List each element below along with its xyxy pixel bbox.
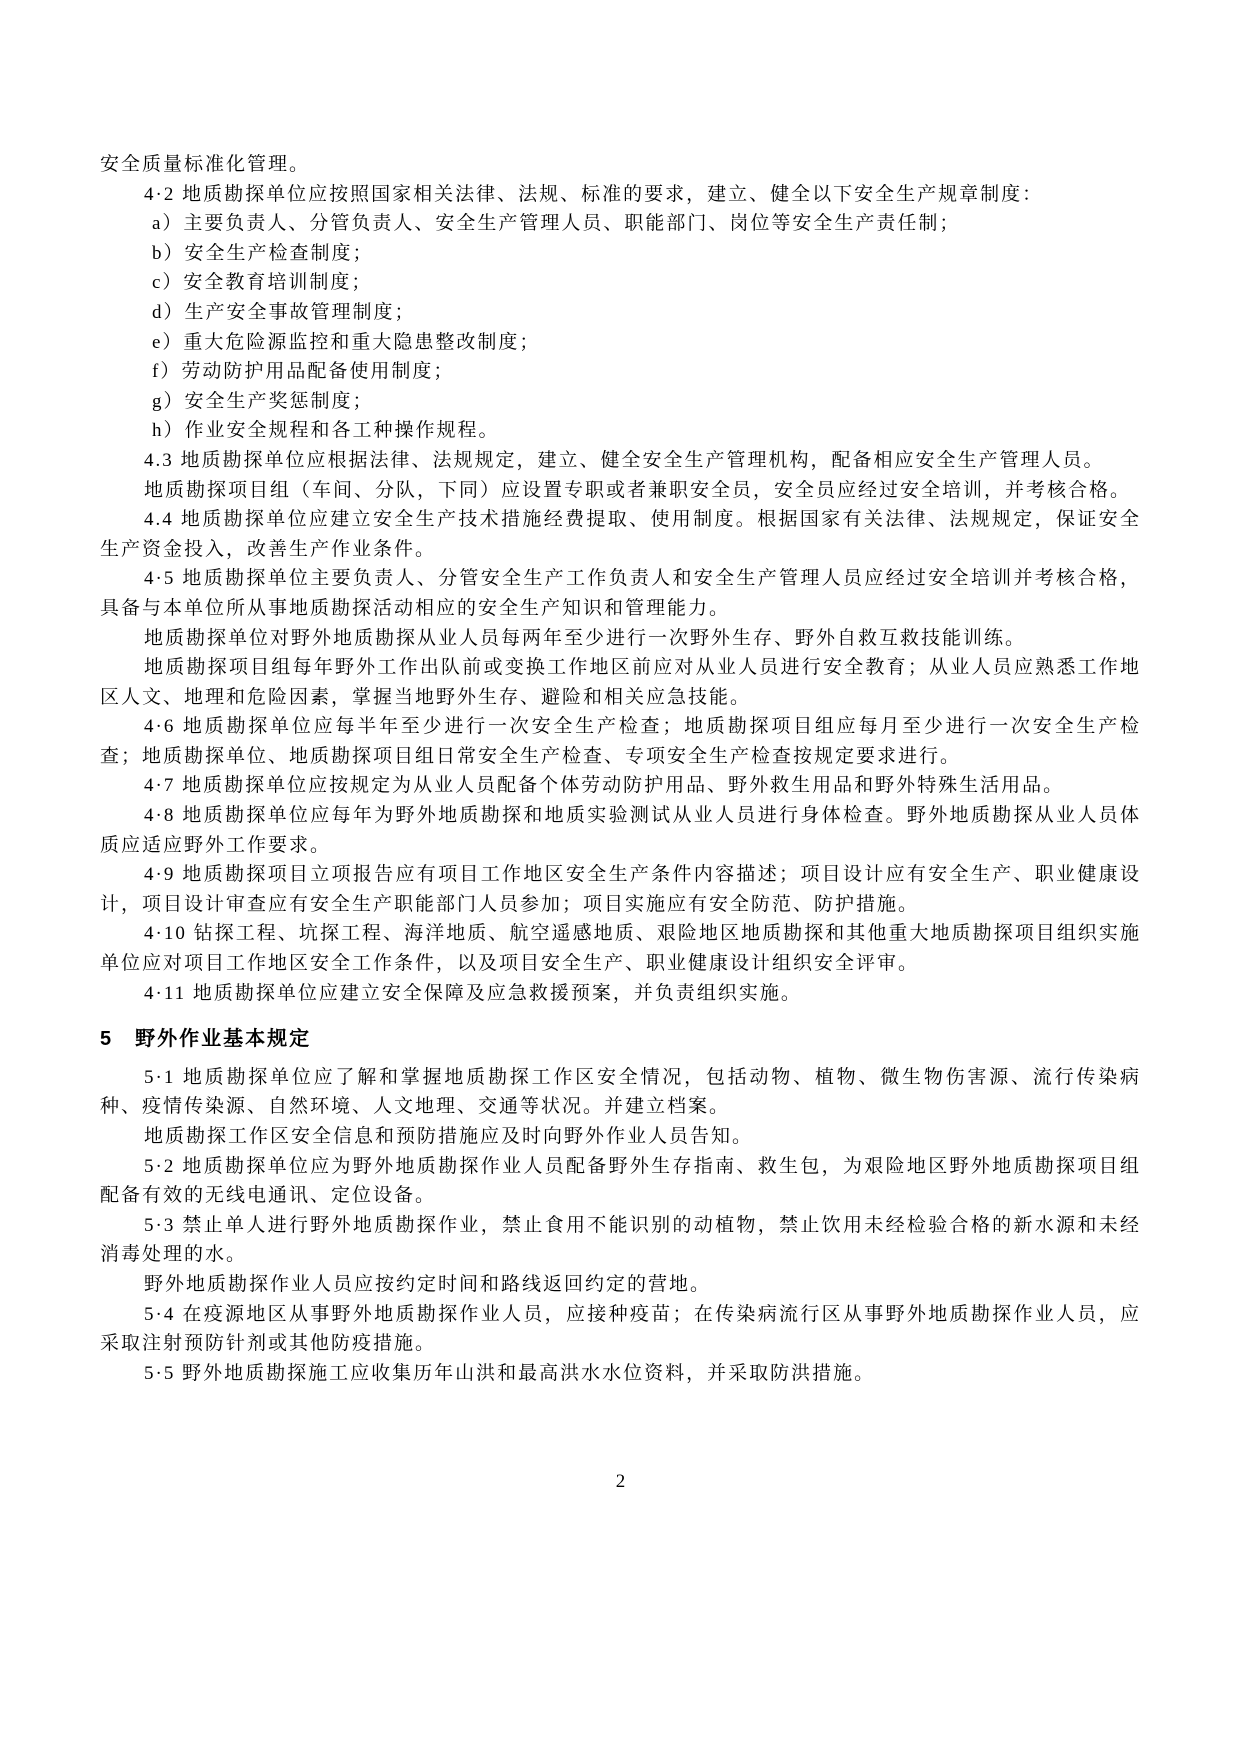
- clause-paragraph: 地质勘探工作区安全信息和预防措施应及时向野外作业人员告知。: [144, 1126, 754, 1147]
- clause-paragraph: 5·4 在疫源地区从事野外地质勘探作业人员，应接种疫苗；在传染病流行区从事野外地质勘探作业人员，应采取注射预防针剂或其他防疫措施。: [100, 1303, 1141, 1355]
- clause-paragraph: 4·6 地质勘探单位应每半年至少进行一次安全生产检查；地质勘探项目组应每月至少进行一次安全生产检查；地质勘探单位、地质勘探项目组日常安全生产检查、专项安全生产检查按规定要求进行。: [100, 716, 1141, 767]
- list-item: c）安全教育培训制度；: [152, 272, 373, 294]
- list-item: d）生产安全事故管理制度；: [152, 301, 416, 323]
- clause-paragraph: 4·2 地质勘探单位应按照国家相关法律、法规、标准的要求，建立、健全以下安全生产规章制度：: [144, 183, 1044, 205]
- clause-paragraph: 4·7 地质勘探单位应按规定为从业人员配备个体劳动防护用品、野外救生用品和野外特殊生活用品。: [144, 775, 1065, 797]
- page-number: 2: [615, 1471, 626, 1492]
- clause-paragraph: 5·2 地质勘探单位应为野外地质勘探作业人员配备野外生存指南、救生包，为艰险地区野外地质勘探项目组配备有效的无线电通讯、定位设备。: [100, 1155, 1141, 1207]
- clause-paragraph: 5·3 禁止单人进行野外地质勘探作业，禁止食用不能识别的动植物，禁止饮用未经检验合格的新水源和未经消毒处理的水。: [100, 1214, 1141, 1266]
- clause-paragraph: 地质勘探项目组（车间、分队，下同）应设置专职或者兼职安全员，安全员应经过安全培训，并考核合格。: [144, 479, 1132, 501]
- clause-paragraph: 4·5 地质勘探单位主要负责人、分管安全生产工作负责人和安全生产管理人员应经过安全培训并考核合格，具备与本单位所从事地质勘探活动相应的安全生产知识和管理能力。: [100, 568, 1141, 619]
- clause-paragraph: 5·1 地质勘探单位应了解和掌握地质勘探工作区安全情况，包括动物、植物、微生物伤害源、流行传染病种、疫情传染源、自然环境、人文地理、交通等状况。并建立档案。: [100, 1066, 1141, 1118]
- section-4-body: [100, 150, 1141, 1008]
- list-item: f）劳动防护用品配备使用制度；: [152, 361, 455, 383]
- section-5-body: [100, 1063, 1141, 1389]
- clause-paragraph: 地质勘探项目组每年野外工作出队前或变换工作地区前应对从业人员进行安全教育；从业人员应熟悉工作地区人文、地理和危险因素，掌握当地野外生存、避险和相关应急技能。: [100, 657, 1141, 708]
- clause-paragraph: 4·10 钻探工程、坑探工程、海洋地质、航空遥感地质、艰险地区地质勘探和其他重大地质勘探项目组织实施单位应对项目工作地区安全工作条件，以及项目安全生产、职业健康设计组织安全评审。: [100, 923, 1141, 975]
- clause-paragraph: 4·8 地质勘探单位应每年为野外地质勘探和地质实验测试从业人员进行身体检查。野外地质勘探从业人员体质应适应野外工作要求。: [100, 805, 1141, 856]
- list-item: g）安全生产奖惩制度；: [152, 390, 374, 412]
- clause-paragraph: 野外地质勘探作业人员应按约定时间和路线返回约定的营地。: [144, 1273, 712, 1295]
- section-heading: 5 野外作业基本规定: [100, 1028, 312, 1051]
- clause-paragraph: 4.3 地质勘探单位应根据法律、法规规定，建立、健全安全生产管理机构，配备相应安全生产管理人员。: [144, 449, 1105, 471]
- paragraph-continuation: 安全质量标准化管理。: [100, 154, 311, 175]
- clause-paragraph: 地质勘探单位对野外地质勘探从业人员每两年至少进行一次野外生存、野外自救互救技能训练。: [144, 627, 1027, 649]
- clause-paragraph: 5·5 野外地质勘探施工应收集历年山洪和最高洪水水位资料，并采取防洪措施。: [144, 1362, 876, 1384]
- list-item: a）主要负责人、分管负责人、安全生产管理人员、职能部门、岗位等安全生产责任制；: [152, 213, 961, 235]
- list-item: b）安全生产检查制度；: [152, 242, 374, 264]
- clause-paragraph: 4.4 地质勘探单位应建立安全生产技术措施经费提取、使用制度。根据国家有关法律、法规规定，保证安全生产资金投入，改善生产作业条件。: [100, 509, 1141, 560]
- list-item: e）重大危险源监控和重大隐患整改制度；: [152, 331, 541, 353]
- clause-paragraph: 4·11 地质勘探单位应建立安全保障及应急救援预案，并负责组织实施。: [144, 982, 802, 1004]
- list-item: h）作业安全规程和各工种操作规程。: [152, 420, 500, 442]
- clause-paragraph: 4·9 地质勘探项目立项报告应有项目工作地区安全生产条件内容描述；项目设计应有安全生产、职业健康设计，项目设计审查应有安全生产职能部门人员参加；项目实施应有安全防范、防护措施。: [100, 864, 1141, 915]
